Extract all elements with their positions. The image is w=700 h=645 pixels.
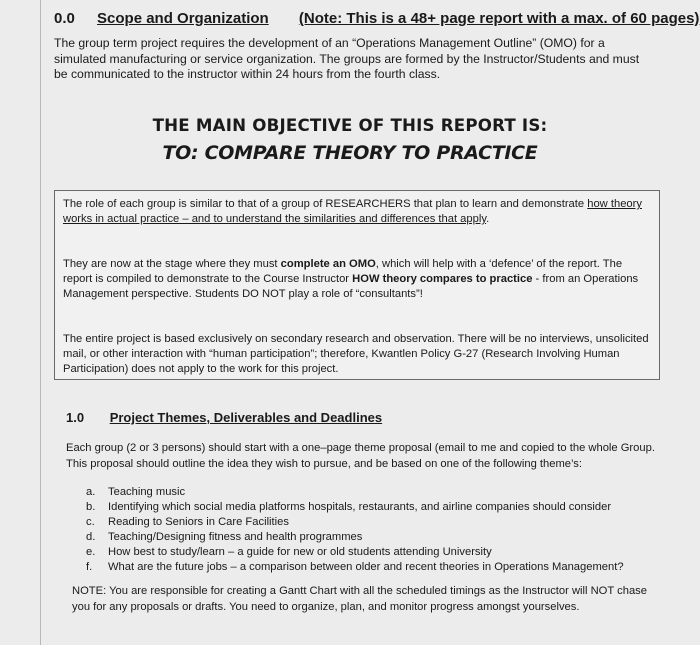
box-paragraph-stage	[63, 257, 651, 302]
list-item-text: Teaching/Designing fitness and health programmes	[108, 531, 363, 543]
list-item-letter: d.	[86, 531, 96, 543]
section-0-number: 0.0	[54, 10, 75, 27]
list-item-text: How best to study/learn – a guide for new or old students attending University	[108, 546, 492, 558]
list-item-text: What are the future jobs – a comparison between older and recent theories in Operations Management?	[108, 561, 624, 573]
list-item-letter: b.	[86, 501, 96, 513]
list-item	[86, 500, 624, 515]
gantt-chart-note: NOTE: You are responsible for creating a Gantt Chart with all the scheduled timings as the Instructor will NOT chase you for any proposals or drafts. You need to organize, plan, and monitor progress amongst yourselves.	[72, 585, 647, 613]
list-item-text: Teaching music	[108, 486, 186, 498]
section-0-heading	[54, 10, 699, 27]
list-item	[86, 560, 624, 575]
list-item-letter: c.	[86, 516, 95, 528]
stage-text-bold-omo: complete an OMO	[280, 258, 376, 270]
list-item-letter: f.	[86, 561, 93, 573]
section-1-number: 1.0	[66, 410, 85, 425]
stage-text-bold-how: HOW theory compares to practice	[352, 273, 533, 285]
section-1-title: Project Themes, Deliverables and Deadlines	[109, 410, 383, 425]
role-end: .	[486, 213, 490, 225]
section-0-title: Scope and Organization	[97, 10, 269, 27]
list-item-letter: a.	[86, 486, 96, 498]
left-margin-rule	[40, 0, 41, 645]
theme-list	[86, 485, 624, 575]
list-item	[86, 545, 624, 560]
section-1-heading	[66, 410, 382, 425]
objective-line-2: TO: COMPARE THEORY TO PRACTICE	[162, 142, 538, 164]
stage-text-c: , which will help with a ‘defence’ of the report. The report is compiled to demonstrate to the Course Instructor	[63, 258, 623, 285]
section-1-intro: Each group (2 or 3 persons) should start with a one–page theme proposal (email to me and copied to the whole Group. This proposal should outline the idea they wish to pursue, and be based on one of the following theme’s:	[66, 442, 655, 470]
project-description-box	[54, 190, 660, 380]
box-paragraph-role	[63, 197, 651, 227]
list-item-text: Identifying which social media platforms hospitals, restaurants, and airline companies should consider	[108, 501, 612, 513]
list-item	[86, 530, 624, 545]
stage-text-a: They are now at the stage where they must	[63, 258, 281, 270]
list-item-text: Reading to Seniors in Care Facilities	[108, 516, 289, 528]
list-item-letter: e.	[86, 546, 96, 558]
role-text: The role of each group is similar to that of a group of RESEARCHERS that plan to learn and demonstrate	[63, 198, 588, 210]
objective-line-1: THE MAIN OBJECTIVE OF THIS REPORT IS:	[152, 116, 548, 136]
stage-text-e: - from an Operations Management perspective. Students DO NOT play a role of “consultants”!	[63, 273, 639, 300]
section-0-page-note: (Note: This is a 48+ page report with a max. of 60 pages)	[298, 10, 700, 27]
list-item	[86, 485, 624, 500]
list-item	[86, 515, 624, 530]
role-underlined-text: how theory works in actual practice – and to understand the similarities and differences that apply	[63, 198, 642, 225]
box-paragraph-research: The entire project is based exclusively on secondary research and observation. There will be no interviews, unsolicited mail, or other interaction with “human participation”; therefore, Kwantlen Policy G-27 (Research Involving Human Participation) does not apply to the work for this project.	[63, 333, 649, 375]
section-0-intro: The group term project requires the development of an “Operations Management Outline” (OMO) for a simulated manufacturing or service organization. The groups are formed by the Instructor/Students and must be communicated to the instructor within 24 hours from the fourth class.	[54, 36, 640, 81]
